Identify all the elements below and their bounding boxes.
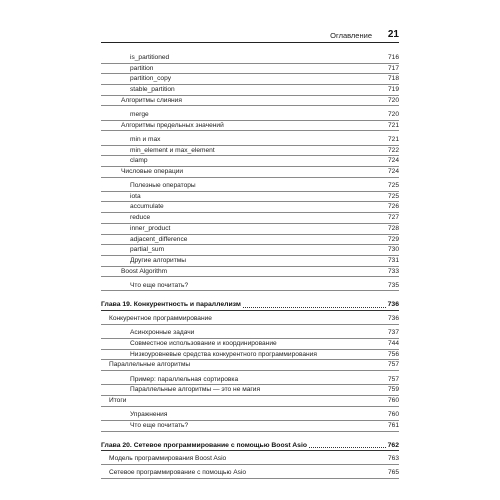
toc-entry-title: Совместное использование и координирование: [130, 340, 277, 347]
toc-entry-page: 727: [387, 214, 399, 222]
toc-entry-title: clamp: [130, 157, 148, 165]
toc-entry-page: 721: [387, 121, 399, 129]
toc-entry-title: partial_sum: [130, 246, 165, 254]
toc-entry-page: 731: [387, 256, 399, 264]
toc-leader: [309, 447, 386, 448]
toc-entry-page: 720: [387, 110, 399, 118]
toc-entry-title: Пример: параллельная сортировка: [130, 375, 239, 383]
toc-entry-title: iota: [130, 192, 141, 200]
toc-entry-title: accumulate: [130, 203, 164, 211]
toc-entry-title: Другие алгоритмы: [130, 256, 187, 264]
toc-entry-title: min_element и max_element: [130, 146, 215, 154]
toc-gap: [101, 432, 399, 441]
toc-entry-title: partition_copy: [130, 75, 172, 83]
toc-entry-page: 717: [387, 64, 399, 72]
toc-entry-page: 757: [387, 375, 399, 383]
toc-entry-page: 725: [387, 192, 399, 200]
toc-entry[interactable]: [101, 167, 399, 178]
toc-entry-title: Boost Algorithm: [121, 267, 168, 275]
toc-entry-page: 763: [387, 455, 399, 463]
toc-entry-title: Низкоуровневые средства конкурентного программирования: [130, 350, 317, 358]
toc-entry-title: min и max: [130, 135, 161, 143]
toc-entry[interactable]: [101, 53, 399, 64]
page-number: 21: [387, 29, 399, 40]
toc-entry-page: 733: [387, 267, 399, 275]
toc-entry[interactable]: [101, 74, 399, 85]
toc-entry-page: 724: [387, 167, 399, 175]
toc-entry-page: 762: [387, 441, 399, 449]
toc-entry[interactable]: [101, 267, 399, 278]
toc-entry[interactable]: [101, 135, 399, 146]
toc-entry[interactable]: [101, 224, 399, 235]
toc-entry[interactable]: [101, 468, 399, 479]
toc-entry[interactable]: [101, 235, 399, 246]
toc-entry-page: 730: [387, 246, 399, 254]
toc-entry[interactable]: [101, 121, 399, 132]
toc-entry[interactable]: [101, 110, 399, 121]
toc-entry-page: 724: [387, 157, 399, 165]
toc-entry-page: 726: [387, 203, 399, 211]
toc-entry[interactable]: [101, 202, 399, 213]
toc-entry-page: 728: [387, 224, 399, 232]
toc-entry[interactable]: [101, 192, 399, 203]
toc-entry[interactable]: [101, 281, 399, 292]
toc-entry[interactable]: [101, 64, 399, 75]
toc-entry-title: Сетевое программирование с помощью Asio: [109, 469, 247, 477]
toc-entry-page: 719: [387, 86, 399, 94]
toc-entry-title: Числовые операции: [121, 167, 184, 175]
toc-entry-title: Алгоритмы предельных значений: [121, 121, 224, 129]
toc-entry-page: 718: [387, 75, 399, 83]
toc-entry-title: adjacent_difference: [130, 235, 188, 243]
toc-entry-page: 756: [387, 350, 399, 358]
toc-entry[interactable]: [101, 156, 399, 167]
toc-entry-title: is_partitioned: [130, 54, 170, 61]
toc-chapter-entry[interactable]: [101, 300, 399, 311]
toc-entry[interactable]: [101, 213, 399, 224]
toc-entry[interactable]: [101, 385, 399, 396]
toc-entry-title: Упражнения: [130, 411, 168, 419]
toc-entry-page: 729: [387, 235, 399, 243]
toc-entry-title: Полезные операторы: [130, 182, 196, 190]
toc-entry-title: Алгоритмы слияния: [121, 96, 182, 104]
toc-entry-title: Асинхронные задачи: [130, 329, 195, 337]
toc-entry[interactable]: [101, 410, 399, 421]
running-header-section: Оглавление: [330, 31, 372, 40]
toc-entry-page: 736: [387, 315, 399, 323]
toc-entry-title: Итоги: [109, 396, 127, 404]
toc-entry[interactable]: [101, 314, 399, 325]
toc-entry-title: reduce: [130, 214, 151, 222]
toc-entry-title: partition: [130, 64, 154, 72]
toc-entry-title: Глава 20. Сетевое программирование с помощью Boost Asio: [101, 441, 308, 449]
toc-entry[interactable]: [101, 256, 399, 267]
toc-entry-page: 720: [387, 96, 399, 104]
toc-entry[interactable]: [101, 85, 399, 96]
toc-entry-title: Параллельные алгоритмы — это не магия: [130, 386, 261, 394]
toc-entry[interactable]: [101, 396, 399, 407]
toc-chapter-entry[interactable]: [101, 441, 399, 452]
toc-entry[interactable]: [101, 339, 399, 350]
toc-entry-title: Глава 19. Конкурентность и параллелизм: [101, 301, 241, 309]
toc-entry[interactable]: [101, 328, 399, 339]
toc-entry-page: 735: [387, 281, 399, 289]
toc-entry-page: 760: [387, 411, 399, 419]
toc-entry-page: 737: [387, 329, 399, 337]
toc-entry-title: inner_product: [130, 224, 171, 232]
toc-entry-page: 760: [387, 396, 399, 404]
toc-entry[interactable]: [101, 454, 399, 465]
toc-entry-title: Что еще почитать?: [130, 281, 189, 289]
toc-entry-page: 761: [387, 421, 399, 429]
toc-entry-title: merge: [130, 110, 149, 118]
toc-entry[interactable]: [101, 96, 399, 107]
toc-gap: [101, 291, 399, 300]
toc-entry[interactable]: [101, 350, 399, 361]
running-header: [101, 30, 399, 43]
toc-entry[interactable]: [101, 146, 399, 157]
toc-entry-title: Модель программирования Boost Asio: [109, 455, 227, 463]
toc-entry-page: 759: [387, 386, 399, 394]
toc-entry[interactable]: [101, 181, 399, 192]
toc-leader: [243, 307, 386, 308]
toc-entry-page: 757: [387, 361, 399, 369]
toc-entry-title: stable_partition: [130, 86, 175, 94]
toc-entry-page: 744: [387, 340, 399, 347]
toc-entry-page: 721: [387, 135, 399, 143]
toc-entry[interactable]: [101, 360, 399, 371]
toc-entry-title: Что еще почитать?: [130, 421, 189, 429]
toc-entry-title: Параллельные алгоритмы: [109, 361, 191, 369]
toc-entry-page: 716: [387, 54, 399, 61]
toc-entry-title: Конкурентное программирование: [109, 315, 212, 323]
toc-gap: [101, 479, 399, 483]
toc-entry-page: 725: [387, 182, 399, 190]
toc-entry[interactable]: [101, 245, 399, 256]
toc-entry[interactable]: [101, 375, 399, 386]
toc-entry[interactable]: [101, 421, 399, 432]
toc-entry-page: 736: [387, 301, 399, 309]
toc-entry-page: 722: [387, 146, 399, 154]
toc-entry-page: 765: [387, 469, 399, 477]
table-of-contents: [101, 53, 399, 483]
